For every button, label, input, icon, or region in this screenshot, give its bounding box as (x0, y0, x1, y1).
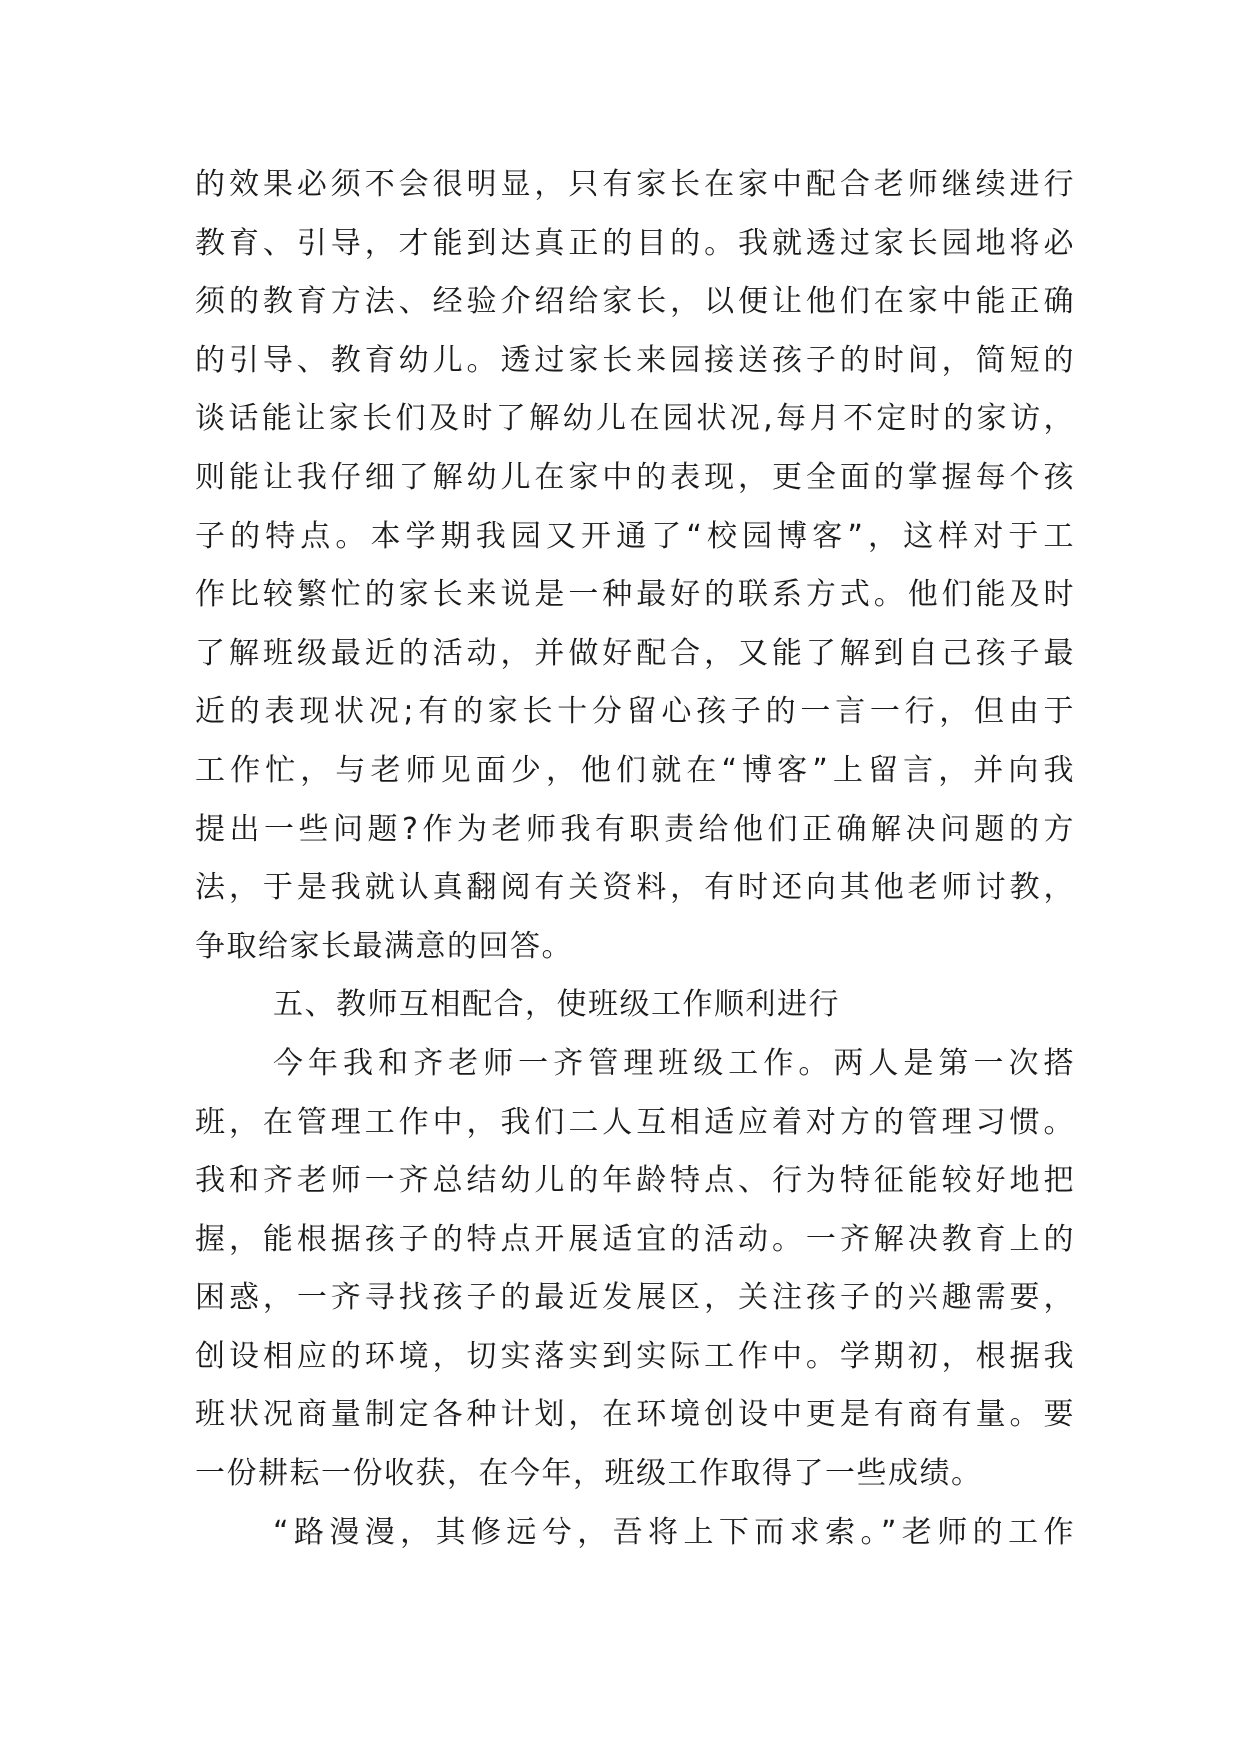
text-line: “路漫漫，其修远兮，吾将上下而求索。”老师的工作 (273, 1514, 1075, 1550)
text-line: 工作忙，与老师见面少，他们就在“博客”上留言，并向我 (195, 752, 1075, 788)
text-line: 困惑，一齐寻找孩子的最近发展区，关注孩子的兴趣需要， (195, 1280, 1075, 1316)
text-line: 的效果必须不会很明显，只有家长在家中配合老师继续进行 (195, 167, 1075, 202)
text-line: 法，于是我就认真翻阅有关资料，有时还向其他老师讨教， (195, 870, 1075, 906)
body-text (195, 156, 1075, 1562)
text-line: 一份耕耘一份收获，在今年，班级工作取得了一些成绩。 (195, 1456, 983, 1492)
text-line: 我和齐老师一齐总结幼儿的年龄特点、行为特征能较好地把 (195, 1163, 1075, 1199)
text-line: 则能让我仔细了解幼儿在家中的表现，更全面的掌握每个孩 (195, 459, 1075, 495)
text-line: 班，在管理工作中，我们二人互相适应着对方的管理习惯。 (195, 1104, 1075, 1140)
text-line: 提出一些问题?作为老师我有职责给他们正确解决问题的方 (195, 811, 1075, 847)
text-line: 须的教育方法、经验介绍给家长，以便让他们在家中能正确 (195, 284, 1075, 320)
text-line: 教育、引导，才能到达真正的目的。我就透过家长园地将必 (195, 225, 1075, 261)
text-line: 五、教师互相配合，使班级工作顺利进行 (273, 987, 840, 1023)
text-line: 的引导、教育幼儿。透过家长来园接送孩子的时间，简短的 (195, 342, 1075, 378)
text-line: 争取给家长最满意的回答。 (195, 928, 573, 964)
text-line: 谈话能让家长们及时了解幼儿在园状况,每月不定时的家访， (195, 401, 1075, 437)
text-line: 创设相应的环境，切实落实到实际工作中。学期初，根据我 (195, 1338, 1075, 1374)
text-line: 握，能根据孩子的特点开展适宜的活动。一齐解决教育上的 (195, 1221, 1075, 1257)
text-line: 作比较繁忙的家长来说是一种最好的联系方式。他们能及时 (195, 577, 1075, 613)
text-line: 子的特点。本学期我园又开通了“校园博客”，这样对于工 (195, 518, 1075, 554)
text-line: 今年我和齐老师一齐管理班级工作。两人是第一次搭 (273, 1045, 1075, 1081)
text-line: 班状况商量制定各种计划，在环境创设中更是有商有量。要 (195, 1397, 1075, 1433)
text-line: 了解班级最近的活动，并做好配合，又能了解到自己孩子最 (195, 635, 1075, 671)
text-line: 近的表现状况;有的家长十分留心孩子的一言一行，但由于 (195, 694, 1075, 730)
